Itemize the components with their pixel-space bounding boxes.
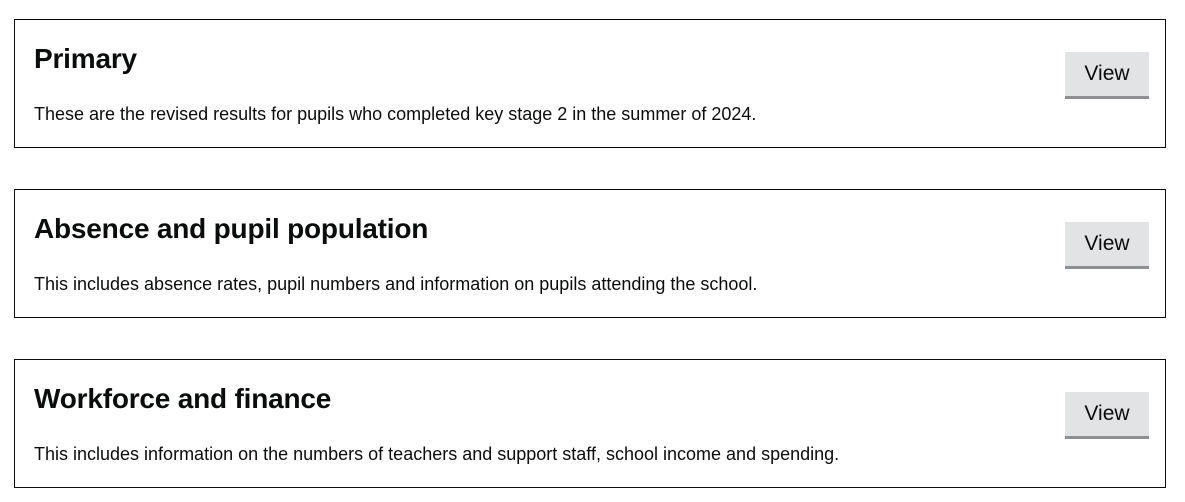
- card-workforce-and-finance: [14, 359, 1166, 488]
- view-primary-button[interactable]: View: [1065, 52, 1149, 99]
- card-description: This includes information on the numbers of teachers and support staff, school income and spending.: [34, 444, 840, 464]
- view-absence-button[interactable]: View: [1065, 222, 1149, 269]
- card-title: Workforce and finance: [34, 383, 332, 414]
- card-description: These are the revised results for pupils who completed key stage 2 in the summer of 2024.: [34, 104, 757, 124]
- card-absence-and-pupil-population: [14, 189, 1166, 318]
- card-title: Absence and pupil population: [34, 213, 429, 244]
- card-primary: [14, 19, 1166, 148]
- card-title: Primary: [34, 43, 137, 74]
- card-description: This includes absence rates, pupil numbers and information on pupils attending the school.: [34, 274, 758, 294]
- view-workforce-button[interactable]: View: [1065, 392, 1149, 439]
